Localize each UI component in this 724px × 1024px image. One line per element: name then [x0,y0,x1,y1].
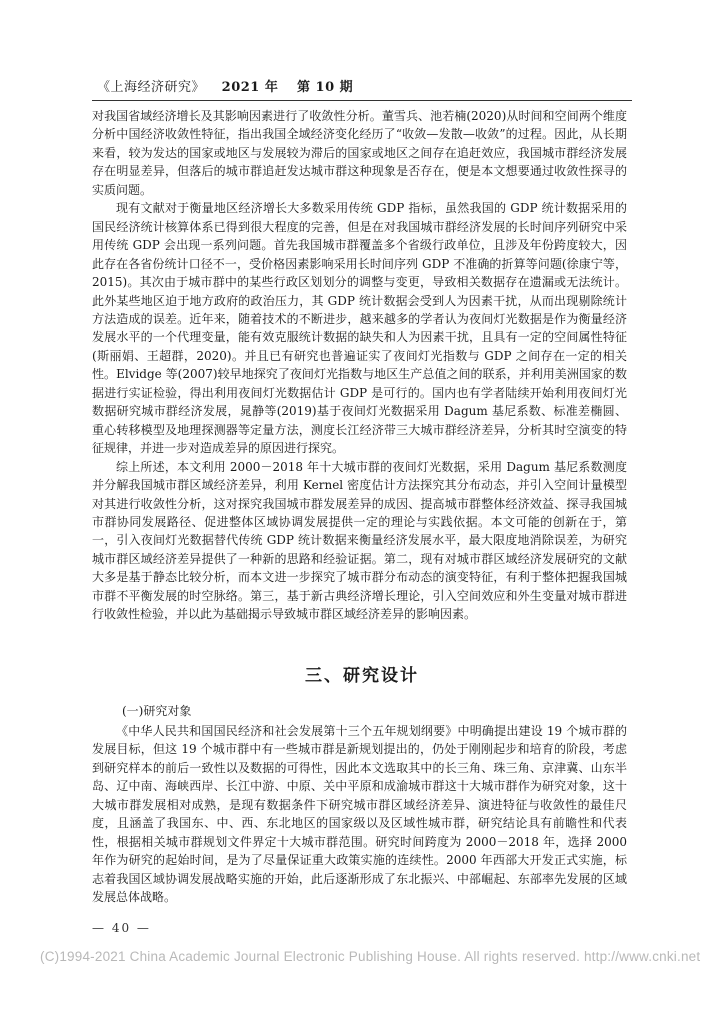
running-header [97,76,353,95]
page-number: — 40 — [92,921,151,935]
journal-issue: 第 10 期 [297,80,354,95]
paragraph-research-object: 《中华人民共和国国民经济和社会发展第十三个五年规划纲要》中明确提出建设 19 个城市群的发展目标，但这 19 个城市群中有一些城市群是新规划提出的，仍处于刚刚起步和培育的阶段，考虑到研究样本的前后一致性以及数据的可得性，因此本文选取其中的长三角、珠三角、京津冀、山东半岛、辽中南、海峡西岸、长江中游、中原、关中平原和成渝城市群这十大城市群作为研究对象，这十大城市群发展相对成熟，是现有数据条件下研究城市群区域经济差异、演进特征与收敛性的最佳尺度，且涵盖了我国东、中、西、东北地区的国家级以及区域性城市群，研究结论具有前瞻性和代表性，根据相关城市群规划文件界定十大城市群范围。研究时间跨度为 2000－2018 年，选择 2000 年作为研究的起始时间，是为了尽量保证重大政策实施的连续性。2000 年西部大开发正式实施，标志着我国区域协调发展战略实施的开始，此后逐渐形成了东北振兴、中部崛起、东部率先发展的区域发展总体战略。 [92,724,627,905]
header-rule [92,100,632,101]
body-text-lower [92,722,627,907]
paragraph-gdp-limitations: 现有文献对于衡量地区经济增长大多数采用传统 GDP 指标，虽然我国的 GDP 统计数据采用的国民经济统计核算体系已得到很大程度的完善，但是在对我国城市群经济发展的长时间序列研究中采用传统 GDP 会出现一系列问题。首先我国城市群覆盖多个省级行政单位，且涉及年份跨度较大，因此存在各省份统计口径不一，受价格因素影响采用长时间序列 GDP 不准确的折算等问题(徐康宁等，2015)。其次由于城市群中的某些行政区划划分的调整与变更，导致相关数据存在遗漏或无法统计。此外某些地区迫于地方政府的政治压力，其 GDP 统计数据会受到人为因素干扰，从而出现剔除统计方法造成的误差。近年来，随着技术的不断进步，越来越多的学者认为夜间灯光数据是作为衡量经济发展水平的一个代理变量，能有效克服统计数据的缺失和人为因素干扰，且具有一定的空间属性特征(斯丽娟、王超群，2020)。并且已有研究也普遍证实了夜间灯光指数与 GDP 之间存在一定的相关性。Elvidge 等(2007)较早地探究了夜间灯光指数与地区生产总值之间的联系，并利用美洲国家的数据进行实证检验，得出利用夜间灯光数据估计 GDP 是可行的。国内也有学者陆续开始利用夜间灯光数据研究城市群经济发展，晁静等(2019)基于夜间灯光数据采用 Dagum 基尼系数、标准差椭圆、重心转移模型及地理探测器等定量方法，测度长江经济带三大城市群经济差异，分析其时空演变的特征规律，并进一步对造成差异的原因进行探究。 [92,201,627,456]
subsection-title: (一)研究对象 [122,704,192,718]
journal-name: 《上海经济研究》 [97,80,206,95]
journal-year: 2021 年 [221,80,279,95]
paragraph-convergence-intro: 对我国省域经济增长及其影响因素进行了收敛性分析。董雪兵、池若楠(2020)从时间和空间两个维度分析中国经济收敛性特征，指出我国全域经济变化经历了“收敛—发散—收敛”的过程。因此，从长期来看，较为发达的国家或地区与发展较为滞后的国家或地区之间存在追赶效应，我国城市群经济发展存在明显差异，但落后的城市群追赶发达城市群这种现象是否存在，便是本文想要通过收敛性探寻的实质问题。 [92,109,627,197]
section-title: 三、研究设计 [305,666,419,686]
paragraph-summary-innovation: 综上所述，本文利用 2000－2018 年十大城市群的夜间灯光数据，采用 Dagum 基尼系数测度并分解我国城市群区域经济差异，利用 Kernel 密度估计方法探究其分布动态，并引入空间计量模型对其进行收敛性分析，这对探究我国城市群发展差异的成因、提高城市群整体经济效益、探寻我国城市群协同发展路径、促进整体区域协调发展提供一定的理论与实践依据。本文可能的创新在于，第一，引入夜间灯光数据替代传统 GDP 统计数据来衡量经济发展水平，最大限度地消除误差，为研究城市群区域经济差异提供了一种新的思路和经验证据。第二，现有对城市群区域经济发展研究的文献大多是基于静态比较分析，而本文进一步探究了城市群分布动态的演变特征，有利于整体把握我国城市群不平衡发展的时空脉络。第三，基于新古典经济增长理论，引入空间效应和外生变量对城市群进行收敛性检验，并以此为基础揭示导致城市群区域经济差异的影响因素。 [92,459,627,622]
body-text-upper [92,107,627,624]
copyright-watermark: (C)1994-2021 China Academic Journal Electronic Publishing House. All rights reserved. http://www.cnki.net [40,949,701,964]
